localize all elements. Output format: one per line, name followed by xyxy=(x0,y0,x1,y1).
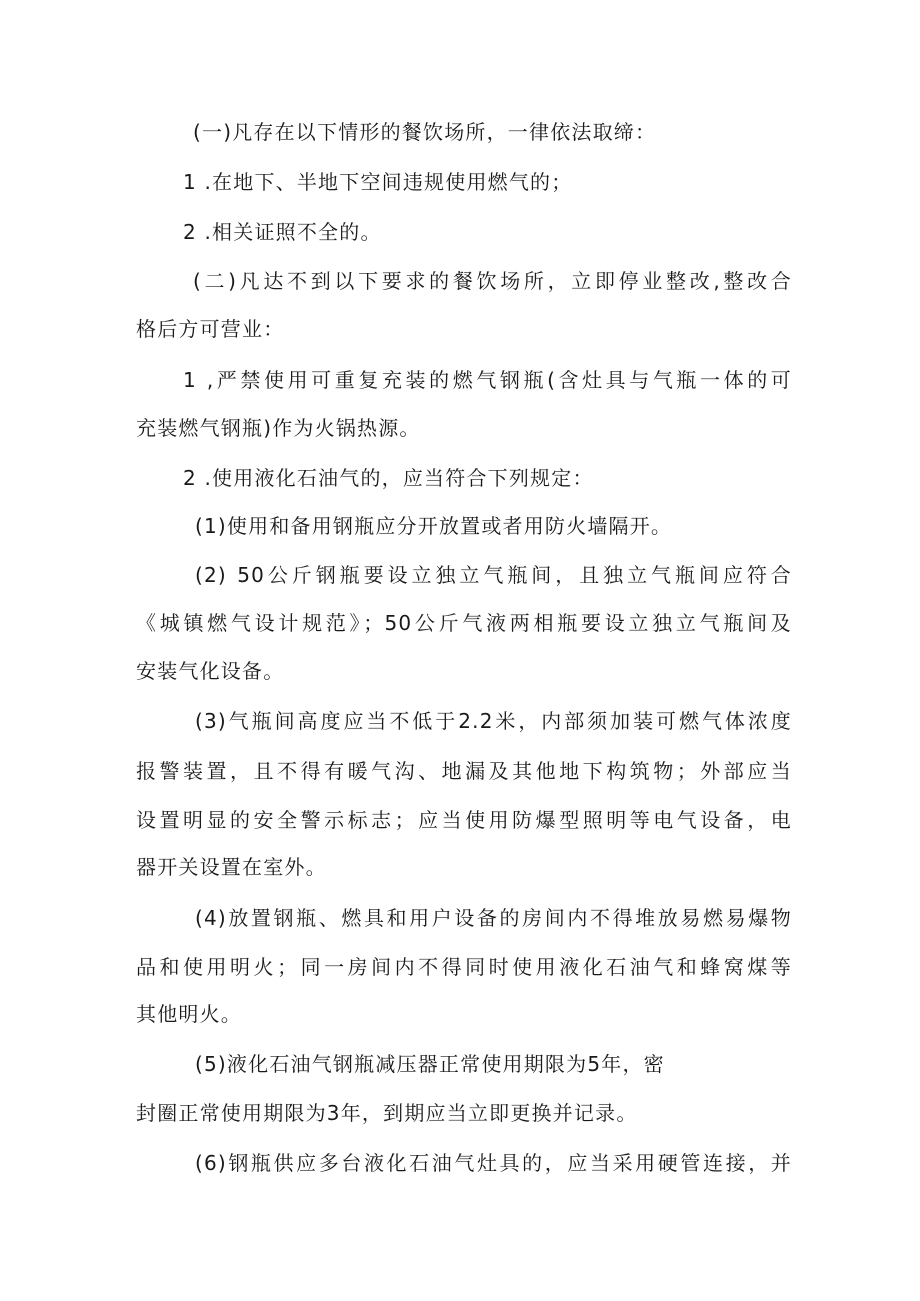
list-item: (5)液化石油气钢瓶减压器正常使用期限为5年，密 xyxy=(195,1052,665,1076)
paragraph-line: 充装燃气钢瓶)作为火锅热源。 xyxy=(136,416,421,440)
paragraph-line: 其他明火。 xyxy=(136,1002,242,1026)
list-item: (3)气瓶间高度应当不低于2.2米，内部须加装可燃气体浓度 xyxy=(195,709,792,733)
paragraph-line: 品和使用明火；同一房间内不得同时使用液化石油气和蜂窝煤等 xyxy=(136,955,792,979)
list-item: (1)使用和备用钢瓶应分开放置或者用防火墙隔开。 xyxy=(195,514,673,538)
paragraph-line: 安装气化设备。 xyxy=(136,659,285,683)
paragraph-line: 格后方可营业： xyxy=(136,317,285,341)
paragraph-line: 报警装置，且不得有暖气沟、地漏及其他地下构筑物；外部应当 xyxy=(136,759,792,783)
list-item: 1 .在地下、半地下空间违规使用燃气的； xyxy=(183,170,573,194)
list-item: (4)放置钢瓶、燃具和用户设备的房间内不得堆放易燃易爆物 xyxy=(195,906,792,930)
paragraph-line: 设置明显的安全警示标志；应当使用防爆型照明等电气设备，电 xyxy=(136,808,792,832)
section-heading-1: (一)凡存在以下情形的餐饮场所，一律依法取缔： xyxy=(193,120,657,144)
list-item: (6)钢瓶供应多台液化石油气灶具的，应当采用硬管连接，并 xyxy=(195,1151,792,1175)
paragraph-line: 器开关设置在室外。 xyxy=(136,855,327,879)
list-item: 1 ,严禁使用可重复充装的燃气钢瓶(含灶具与气瓶一体的可 xyxy=(183,368,792,392)
list-item: 2 .相关证照不全的。 xyxy=(183,220,382,244)
list-item: (2) 50公斤钢瓶要设立独立气瓶间，且独立气瓶间应符合 xyxy=(195,563,792,587)
paragraph-line: 《城镇燃气设计规范》；50公斤气液两相瓶要设立独立气瓶间及 xyxy=(136,611,792,635)
list-item: 2 .使用液化石油气的，应当符合下列规定： xyxy=(183,466,594,490)
paragraph-line: 封圈正常使用期限为3年，到期应当立即更换并记录。 xyxy=(136,1101,638,1125)
section-heading-2: (二)凡达不到以下要求的餐饮场所，立即停业整改,整改合 xyxy=(193,269,792,293)
